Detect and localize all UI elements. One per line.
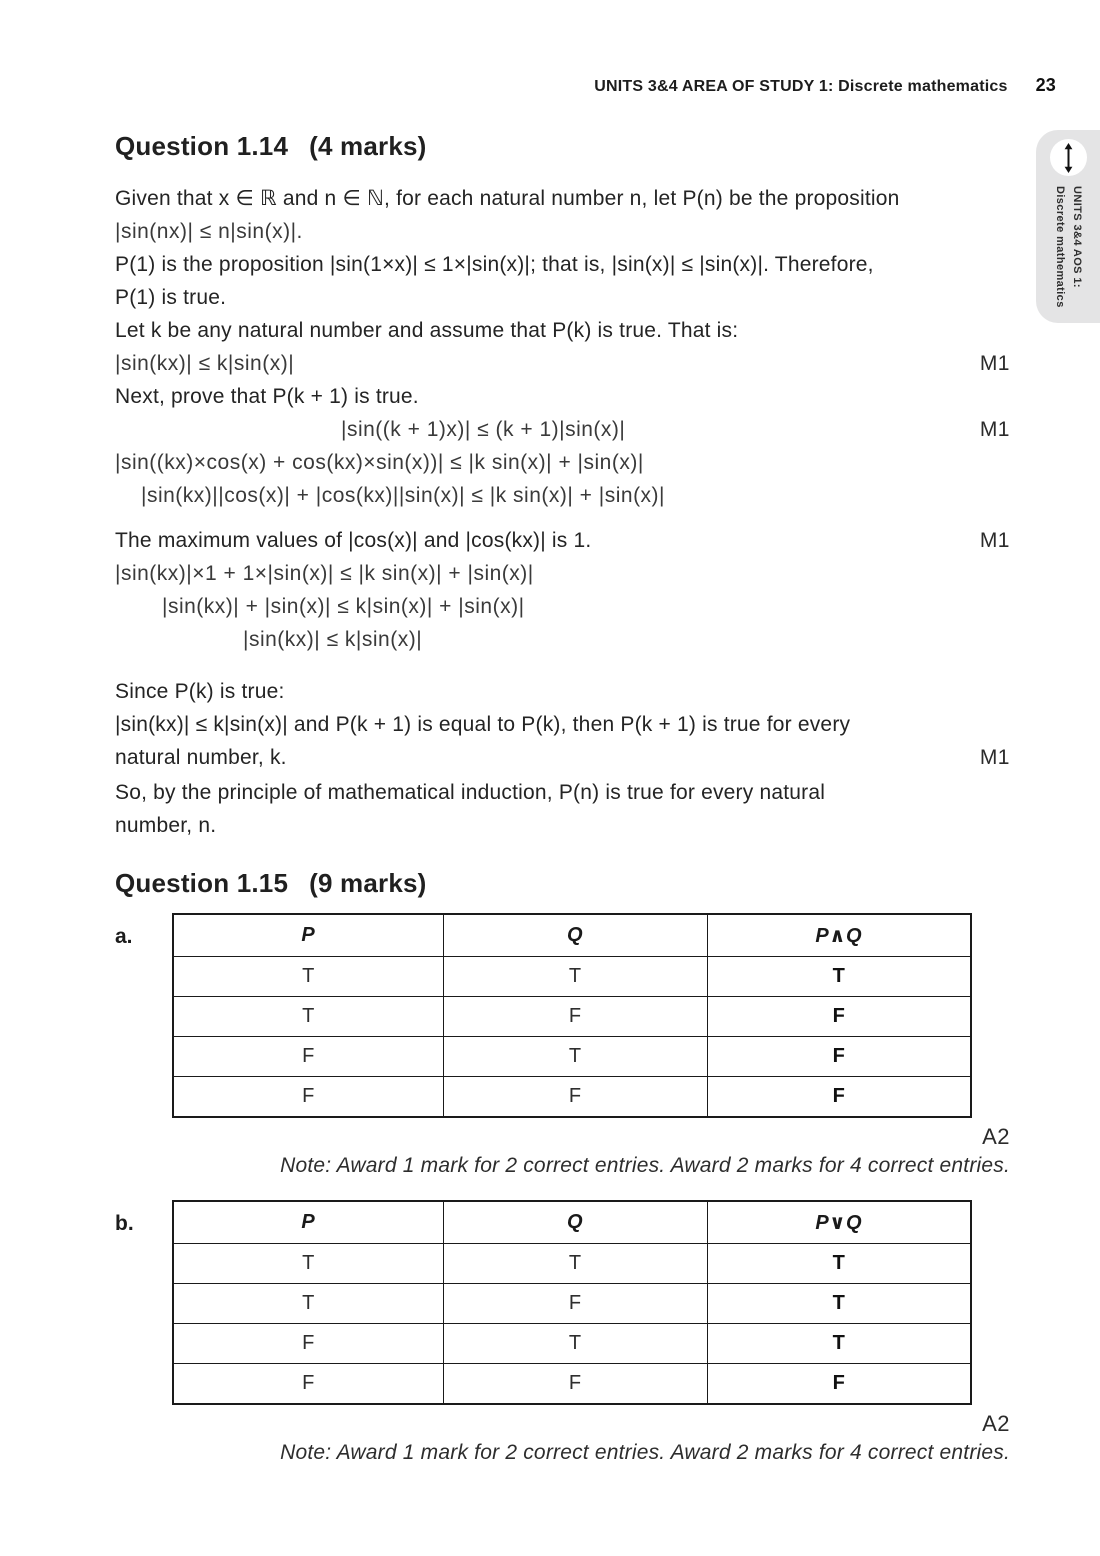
q15-part-b <box>115 1200 1010 1465</box>
cell: F <box>173 1364 443 1405</box>
text-line: Let k be any natural number and assume that P(k) is true. That is: <box>115 319 739 343</box>
equation-line: |sin((kx)×cos(x) + cos(kx)×sin(x))| ≤ |k sin(x)| + |sin(x)| <box>115 451 644 475</box>
cell: T <box>443 1244 707 1284</box>
truth-table-b <box>172 1200 972 1405</box>
table-row <box>173 1284 971 1324</box>
question-number: Question 1.15 <box>115 868 289 899</box>
q15-part-a <box>115 913 1010 1178</box>
cell: F <box>443 1077 707 1118</box>
cell: T <box>173 997 443 1037</box>
answer-cell: F <box>707 1364 971 1405</box>
table-row <box>173 957 971 997</box>
part-label-b: b. <box>115 1212 134 1236</box>
text-line: P(1) is true. <box>115 286 227 310</box>
text-line: |sin(kx)| ≤ k|sin(x)| and P(k + 1) is equal to P(k), then P(k + 1) is true for every <box>115 713 851 737</box>
equation-line: |sin(kx)| ≤ k|sin(x)| <box>243 628 423 652</box>
col-header-q: Q <box>443 1201 707 1244</box>
col-header-q: Q <box>443 914 707 957</box>
table-row <box>173 1037 971 1077</box>
table-header-row <box>173 1201 971 1244</box>
up-down-arrow-icon <box>1061 143 1076 173</box>
main-content <box>115 131 1010 1465</box>
text-line: Next, prove that P(k + 1) is true. <box>115 385 419 409</box>
cell: T <box>173 1244 443 1284</box>
mark-label: M1 <box>979 352 1010 376</box>
text-line: So, by the principle of mathematical induction, P(n) is true for every natural <box>115 781 826 805</box>
table-row <box>173 1077 971 1118</box>
col-header-p: P <box>173 1201 443 1244</box>
table-header-row <box>173 914 971 957</box>
mark-label: M1 <box>979 746 1010 770</box>
cell: F <box>173 1077 443 1118</box>
answer-cell: T <box>707 1324 971 1364</box>
tab-circle <box>1050 139 1087 176</box>
note-text: Note: Award 1 mark for 2 correct entries. Award 2 marks for 4 correct entries. <box>280 1154 1010 1178</box>
question-number: Question 1.14 <box>115 131 289 161</box>
text-line: natural number, k. M1 <box>115 741 1010 774</box>
part-label-a: a. <box>115 925 133 949</box>
section-side-tab[interactable] <box>1036 130 1100 323</box>
tab-label <box>1051 186 1085 308</box>
col-header-p: P <box>173 914 443 957</box>
mark-label: M1 <box>979 529 1010 553</box>
table-row <box>173 1364 971 1405</box>
equation-line: |sin(kx)| + |sin(x)| ≤ k|sin(x)| + |sin(x)| <box>162 595 525 619</box>
answer-cell: T <box>707 957 971 997</box>
text-line: Given that x ∈ ℝ and n ∈ ℕ, for each natural number n, let P(n) be the proposition <box>115 187 900 211</box>
equation-line: |sin(kx)||cos(x)| + |cos(kx)||sin(x)| ≤ |k sin(x)| + |sin(x)| <box>141 484 666 508</box>
answer-cell: T <box>707 1284 971 1324</box>
equation-line: |sin(kx)|×1 + 1×|sin(x)| ≤ |k sin(x)| + |sin(x)| <box>115 562 534 586</box>
table-row <box>173 997 971 1037</box>
cell: F <box>443 1284 707 1324</box>
answer-cell: F <box>707 1077 971 1118</box>
mark-label: A2 <box>982 1124 1010 1150</box>
page-header <box>0 75 1056 96</box>
equation-line: |sin((k + 1)x)| ≤ (k + 1)|sin(x)| M1 <box>115 413 1010 446</box>
truth-table-a <box>172 913 972 1118</box>
cell: T <box>443 1324 707 1364</box>
table-row <box>173 1244 971 1284</box>
cell: F <box>173 1037 443 1077</box>
col-header-p-and-q: P∧Q <box>707 914 971 957</box>
text-line: The maximum values of |cos(x)| and |cos(kx)| is 1. M1 <box>115 524 1010 557</box>
text-line: P(1) is the proposition |sin(1×x)| ≤ 1×|sin(x)|; that is, |sin(x)| ≤ |sin(x)|. Therefore, <box>115 253 874 277</box>
text-line: Since P(k) is true: <box>115 680 285 704</box>
cell: T <box>443 1037 707 1077</box>
cell: T <box>443 957 707 997</box>
text-line: number, n. <box>115 814 217 838</box>
table-row <box>173 1324 971 1364</box>
question-marks: (9 marks) <box>309 868 427 899</box>
answer-cell: F <box>707 997 971 1037</box>
question-marks: (4 marks) <box>309 131 427 161</box>
cell: F <box>443 997 707 1037</box>
tab-label-line2: Discrete mathematics <box>1054 186 1066 308</box>
note-text: Note: Award 1 mark for 2 correct entries. Award 2 marks for 4 correct entries. <box>280 1441 1010 1465</box>
equation-line: |sin(kx)| ≤ k|sin(x)| M1 <box>115 347 1010 380</box>
cell: T <box>173 1284 443 1324</box>
col-header-p-or-q: P∨Q <box>707 1201 971 1244</box>
page-number: 23 <box>1035 75 1056 95</box>
equation-line: |sin(nx)| ≤ n|sin(x)|. <box>115 220 303 244</box>
cell: T <box>173 957 443 997</box>
cell: F <box>443 1364 707 1405</box>
answer-cell: T <box>707 1244 971 1284</box>
question-1-15-title <box>115 868 1010 899</box>
mark-label: A2 <box>982 1411 1010 1437</box>
answer-cell: F <box>707 1037 971 1077</box>
question-1-14-title <box>115 131 1010 162</box>
tab-label-line1: UNITS 3&4 AOS 1: <box>1071 186 1084 288</box>
header-title: UNITS 3&4 AREA OF STUDY 1: Discrete mathematics <box>594 78 1008 95</box>
cell: F <box>173 1324 443 1364</box>
mark-label: M1 <box>979 418 1010 442</box>
